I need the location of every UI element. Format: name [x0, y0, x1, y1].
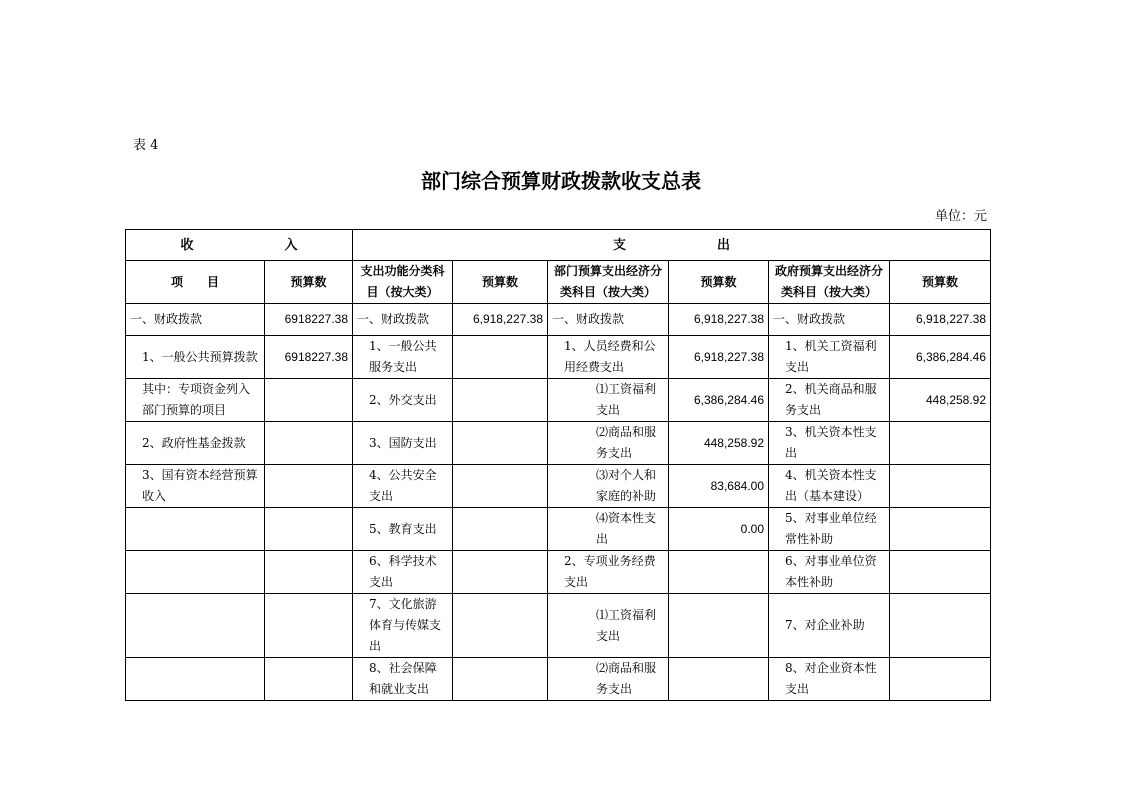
header-row-columns — [126, 261, 991, 304]
cell-income-item — [126, 594, 265, 658]
cell-gov-economic-amount — [890, 551, 991, 594]
table-row — [126, 336, 991, 379]
cell-dept-economic-amount: 448,258.92 — [669, 422, 769, 465]
cell-income-item — [126, 508, 265, 551]
cell-functional-amount — [453, 551, 548, 594]
cell-gov-economic-item: 2、机关商品和服务支出 — [769, 379, 890, 422]
cell-income-item: 其中：专项资金列入部门预算的项目 — [126, 379, 265, 422]
cell-gov-economic-item: 4、机关资本性支出（基本建设） — [769, 465, 890, 508]
cell-dept-economic-item: ⑵商品和服务支出 — [548, 658, 669, 701]
cell-gov-economic-amount: 6,386,284.46 — [890, 336, 991, 379]
col-header-functional-class: 支出功能分类科目（按大类） — [353, 261, 453, 304]
table-row — [126, 422, 991, 465]
cell-gov-economic-item: 3、机关资本性支出 — [769, 422, 890, 465]
cell-income-item — [126, 658, 265, 701]
cell-functional-amount — [453, 658, 548, 701]
cell-dept-economic-item: ⑴工资福利支出 — [548, 594, 669, 658]
cell-dept-economic-amount: 83,684.00 — [669, 465, 769, 508]
cell-functional-amount — [453, 594, 548, 658]
page-title: 部门综合预算财政拨款收支总表 — [421, 169, 701, 193]
cell-functional-amount: 6,918,227.38 — [453, 304, 548, 336]
cell-gov-economic-amount: 6,918,227.38 — [890, 304, 991, 336]
cell-functional-amount — [453, 336, 548, 379]
cell-income-amount — [265, 508, 353, 551]
col-header-budget: 预算数 — [453, 261, 548, 304]
col-header-gov-economic-class: 政府预算支出经济分类科目（按大类） — [769, 261, 890, 304]
cell-gov-economic-amount — [890, 594, 991, 658]
cell-income-amount — [265, 465, 353, 508]
expense-header: 支 出 — [353, 230, 991, 261]
col-header-dept-economic-class: 部门预算支出经济分类科目（按大类） — [548, 261, 669, 304]
cell-dept-economic-item: 一、财政拨款 — [548, 304, 669, 336]
cell-gov-economic-item: 8、对企业资本性支出 — [769, 658, 890, 701]
cell-functional-item: 5、教育支出 — [353, 508, 453, 551]
cell-dept-economic-item: ⑷资本性支出 — [548, 508, 669, 551]
table-row — [126, 304, 991, 336]
cell-dept-economic-amount — [669, 658, 769, 701]
cell-income-amount — [265, 551, 353, 594]
cell-gov-economic-amount: 448,258.92 — [890, 379, 991, 422]
cell-income-item: 3、国有资本经营预算收入 — [126, 465, 265, 508]
col-header-budget: 预算数 — [669, 261, 769, 304]
cell-income-item: 2、政府性基金拨款 — [126, 422, 265, 465]
cell-income-item: 1、一般公共预算拨款 — [126, 336, 265, 379]
cell-dept-economic-item: ⑶对个人和家庭的补助 — [548, 465, 669, 508]
cell-gov-economic-amount — [890, 465, 991, 508]
cell-dept-economic-amount — [669, 551, 769, 594]
cell-dept-economic-amount: 6,918,227.38 — [669, 336, 769, 379]
cell-gov-economic-amount — [890, 658, 991, 701]
table-row — [126, 594, 991, 658]
cell-income-item — [126, 551, 265, 594]
cell-functional-item: 7、文化旅游体育与传媒支出 — [353, 594, 453, 658]
cell-dept-economic-item: ⑴工资福利支出 — [548, 379, 669, 422]
cell-dept-economic-amount: 6,386,284.46 — [669, 379, 769, 422]
table-row — [126, 465, 991, 508]
cell-gov-economic-item: 一、财政拨款 — [769, 304, 890, 336]
cell-functional-item: 2、外交支出 — [353, 379, 453, 422]
cell-gov-economic-item: 7、对企业补助 — [769, 594, 890, 658]
cell-income-amount — [265, 594, 353, 658]
cell-functional-item: 1、一般公共服务支出 — [353, 336, 453, 379]
cell-gov-economic-amount — [890, 422, 991, 465]
col-header-budget: 预算数 — [265, 261, 353, 304]
cell-functional-item: 4、公共安全支出 — [353, 465, 453, 508]
cell-dept-economic-amount: 0.00 — [669, 508, 769, 551]
cell-functional-item: 3、国防支出 — [353, 422, 453, 465]
cell-dept-economic-item: 1、人员经费和公用经费支出 — [548, 336, 669, 379]
cell-dept-economic-item: ⑵商品和服务支出 — [548, 422, 669, 465]
cell-functional-item: 8、社会保障和就业支出 — [353, 658, 453, 701]
cell-functional-amount — [453, 465, 548, 508]
unit-label: 单位：元 — [935, 209, 988, 224]
cell-dept-economic-amount — [669, 594, 769, 658]
table-row — [126, 658, 991, 701]
table-number-label: 表 4 — [133, 138, 159, 153]
table-row — [126, 508, 991, 551]
cell-income-amount — [265, 379, 353, 422]
cell-gov-economic-item: 6、对事业单位资本性补助 — [769, 551, 890, 594]
cell-income-amount — [265, 422, 353, 465]
cell-dept-economic-item: 2、专项业务经费支出 — [548, 551, 669, 594]
cell-functional-amount — [453, 508, 548, 551]
cell-gov-economic-item: 5、对事业单位经常性补助 — [769, 508, 890, 551]
cell-gov-economic-amount — [890, 508, 991, 551]
table-row — [126, 551, 991, 594]
cell-gov-economic-item: 1、机关工资福利支出 — [769, 336, 890, 379]
cell-income-amount: 6918227.38 — [265, 336, 353, 379]
cell-functional-amount — [453, 379, 548, 422]
col-header-budget: 预算数 — [890, 261, 991, 304]
cell-income-amount: 6918227.38 — [265, 304, 353, 336]
budget-table — [125, 229, 991, 701]
cell-income-amount — [265, 658, 353, 701]
header-row-top — [126, 230, 991, 261]
cell-functional-item: 一、财政拨款 — [353, 304, 453, 336]
col-header-item: 项 目 — [126, 261, 265, 304]
table-row — [126, 379, 991, 422]
cell-income-item: 一、财政拨款 — [126, 304, 265, 336]
income-header: 收 入 — [126, 230, 353, 261]
cell-dept-economic-amount: 6,918,227.38 — [669, 304, 769, 336]
cell-functional-amount — [453, 422, 548, 465]
cell-functional-item: 6、科学技术支出 — [353, 551, 453, 594]
